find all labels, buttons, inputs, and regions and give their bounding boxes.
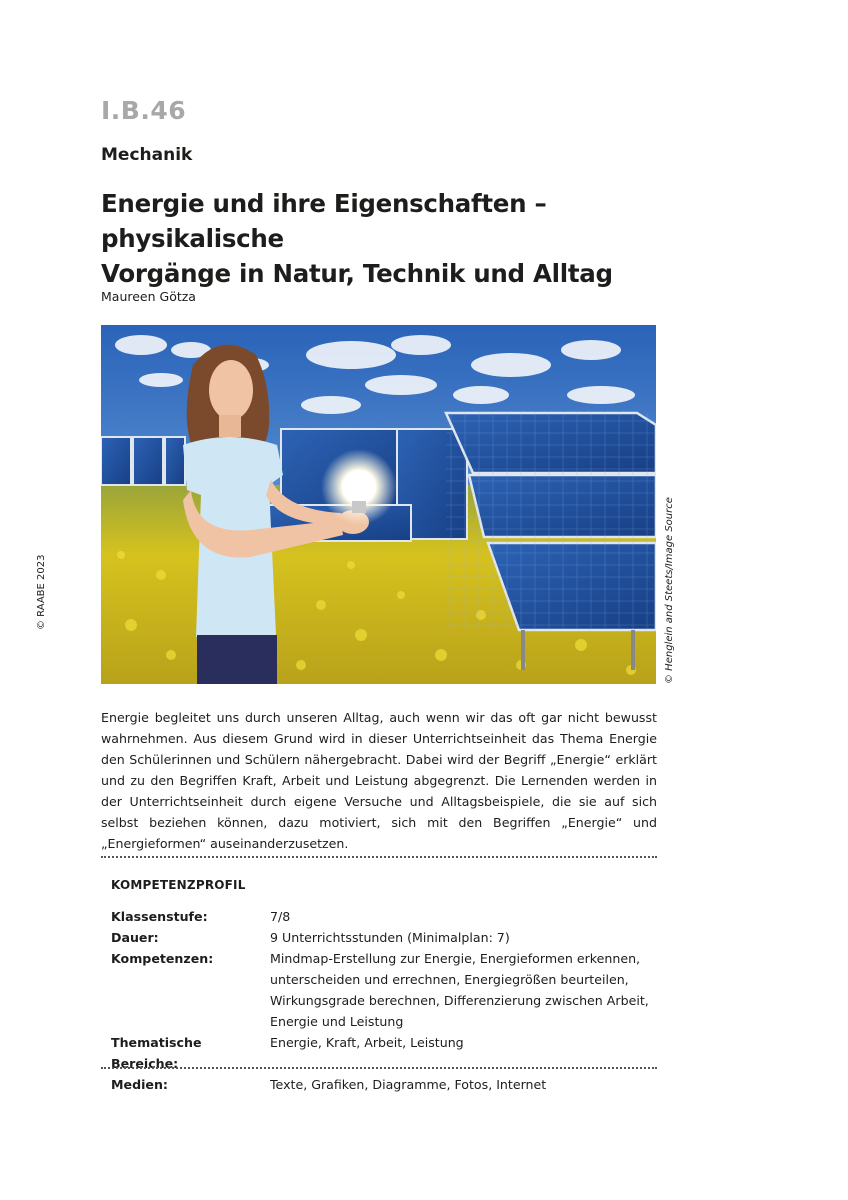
page-title	[101, 186, 701, 291]
divider-top	[101, 856, 657, 858]
profile-value: Mindmap-Erstellung zur Energie, Energieformen erkennen, unterscheiden und errechnen, Energiegrößen beurteilen, Wirkungsgrade berechnen, Differenzierung zwischen Arbeit, Energie und Leistung	[270, 951, 649, 1029]
series-code: I.B.46	[101, 96, 187, 125]
title-line-2: Vorgänge in Natur, Technik und Alltag	[101, 259, 613, 288]
profile-label: Thematische Bereiche:	[111, 1035, 202, 1071]
profile-value: Texte, Grafiken, Diagramme, Fotos, Internet	[270, 1077, 547, 1092]
divider-bottom	[101, 1067, 657, 1069]
profile-row	[111, 906, 651, 927]
cover-photo	[101, 325, 656, 684]
subject-heading: Mechanik	[101, 145, 193, 165]
profile-row	[111, 948, 651, 1032]
intro-paragraph: Energie begleitet uns durch unseren Alltag, auch wenn wir das oft gar nicht bewusst wahrnehmen. Aus diesem Grund wird in dieser Unterrichtseinheit das Thema Energie den Schülerinnen und Schülern nähergebracht. Dabei wird der Begriff „Energie“ erklärt und zu den Begriffen Kraft, Arbeit und Leistung abgegrenzt. Die Lernenden werden in der Unterrichtseinheit durch eigene Versuche und Alltagsbeispiele, die sie auf sich selbst beziehen können, dazu motiviert, sich mit den Begriffen „Energie“ und „Energieformen“ auseinanderzusetzen.	[101, 710, 657, 851]
profile-value: Energie, Kraft, Arbeit, Leistung	[270, 1035, 464, 1050]
copyright-notice: © RAABE 2023	[36, 554, 47, 630]
author: Maureen Götza	[101, 289, 196, 304]
profile-value: 9 Unterrichtsstunden (Minimalplan: 7)	[270, 930, 510, 945]
profile-label: Medien:	[111, 1077, 168, 1092]
photo-credit: © Henglein and Steets/Image Source	[664, 497, 675, 684]
profile-value: 7/8	[270, 909, 291, 924]
title-line-1: Energie und ihre Eigenschaften – physikalische	[101, 189, 547, 253]
profile-heading: KOMPETENZPROFIL	[111, 878, 246, 892]
profile-row	[111, 1074, 651, 1095]
profile-row	[111, 927, 651, 948]
profile-label: Kompetenzen:	[111, 951, 214, 966]
profile-label: Klassenstufe:	[111, 909, 208, 924]
profile-label: Dauer:	[111, 930, 159, 945]
